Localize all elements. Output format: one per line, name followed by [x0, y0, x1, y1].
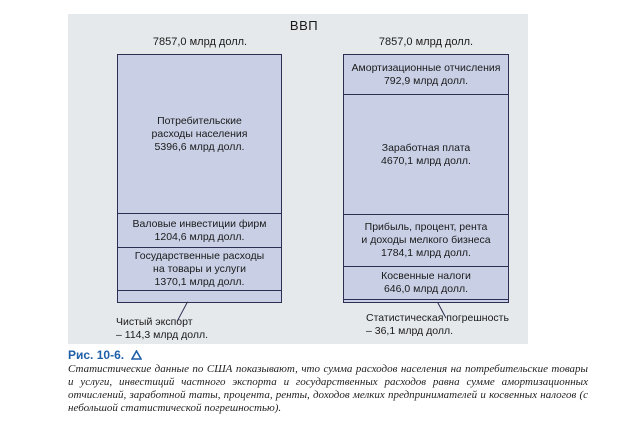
indirect-taxes-label: Косвенные налоги 646,0 млрд долл.	[381, 270, 471, 295]
expenditures-column	[117, 54, 282, 303]
government-spending-segment	[118, 248, 281, 291]
caption-text: Статистические данные по США показывают, что сумма расходов населения на потребительские товары и услуги, инвестиций частного экспорта и государственных расходов равна сумме амортизационных отчислений, заработной таты, процента, ренты, доходов мелких предпринимателей и косвенных налогов (с небольшой статистической погрешностью).	[68, 363, 588, 414]
profit-interest-rent-label: Прибыль, процент, рента и доходы мелкого бизнеса 1784,1 млрд долл.	[361, 221, 491, 259]
net-export-segment	[118, 291, 281, 303]
right-total-label: 7857,0 млрд долл.	[378, 36, 474, 48]
depreciation-segment	[344, 55, 508, 95]
profit-interest-rent-segment	[344, 215, 508, 267]
consumer-spending-segment	[118, 55, 281, 214]
gross-investment-segment	[118, 214, 281, 248]
caption-title-text: Рис. 10-6.	[68, 348, 125, 362]
diagram-title: ВВП	[289, 18, 319, 33]
consumer-spending-label: Потребительские расходы населения 5396,6 млрд долл.	[151, 114, 248, 153]
net-export-note: Чистый экспорт – 114,3 млрд долл.	[116, 316, 209, 341]
wages-label: Заработная плата 4670,1 млрд долл.	[381, 141, 471, 167]
triangle-outline-icon	[131, 349, 142, 363]
indirect-taxes-segment	[344, 267, 508, 300]
left-total-label: 7857,0 млрд долл.	[152, 36, 248, 48]
gdp-diagram	[68, 14, 528, 344]
wages-segment	[344, 95, 508, 215]
gross-investment-label: Валовые инвестиции фирм 1204,6 млрд долл.	[132, 217, 267, 243]
caption-title	[68, 348, 142, 363]
government-spending-label: Государственные расходы на товары и услуги 1370,1 млрд долл.	[134, 249, 265, 288]
incomes-column	[343, 54, 509, 303]
statistical-error-segment	[344, 300, 508, 304]
statistical-error-note: Статистическая погрешность – 36,1 млрд долл.	[366, 312, 509, 337]
depreciation-label: Амортизационные отчисления 792,9 млрд долл.	[351, 61, 501, 87]
